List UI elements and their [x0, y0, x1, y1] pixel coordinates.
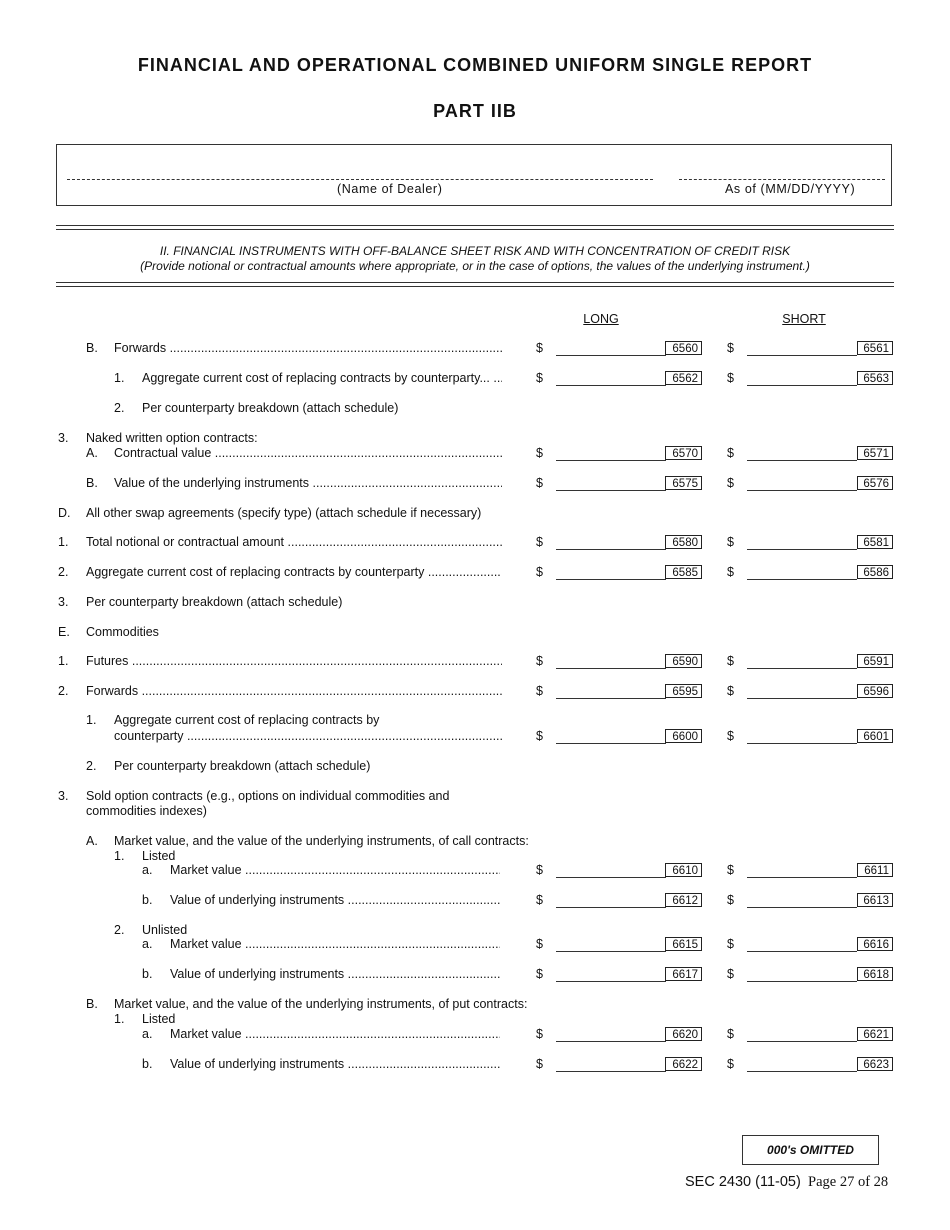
- long-line-code: 6570: [665, 446, 702, 460]
- line-number: 3.: [58, 431, 69, 445]
- dollar-sign: $: [536, 476, 543, 490]
- form-row: [0, 1057, 950, 1077]
- dollar-sign: $: [727, 341, 734, 355]
- line-label: Contractual value .....: [114, 446, 502, 460]
- line-label: Per counterparty breakdown (attach schedule): [114, 759, 371, 773]
- divider: [56, 225, 894, 230]
- long-amount-input[interactable]: [556, 371, 666, 386]
- short-amount-input[interactable]: [747, 654, 857, 669]
- line-label: Listed: [142, 1012, 176, 1026]
- dollar-sign: $: [536, 893, 543, 907]
- dollar-sign: $: [536, 863, 543, 877]
- dollar-sign: $: [727, 684, 734, 698]
- line-label: All other swap agreements (specify type) (attach schedule if necessary): [86, 506, 482, 520]
- long-amount-input[interactable]: [556, 1057, 666, 1072]
- line-label: Market value .....: [170, 937, 500, 951]
- line-label: Value of underlying instruments .....: [170, 1057, 500, 1071]
- line-number: b.: [142, 1057, 153, 1071]
- short-line-code: 6561: [857, 341, 893, 355]
- line-label: Forwards .....: [86, 684, 502, 698]
- form-row: [0, 535, 950, 555]
- line-number: 2.: [114, 401, 125, 415]
- short-amount-input[interactable]: [747, 729, 857, 744]
- long-line-code: 6600: [665, 729, 702, 743]
- line-number: 2.: [58, 684, 69, 698]
- line-label: commodities indexes): [86, 804, 207, 818]
- line-number: a.: [142, 1027, 153, 1041]
- section-subheading: (Provide notional or contractual amounts where appropriate, or in the case of options, the values of the underlying instrument.): [140, 259, 810, 273]
- line-number: A.: [86, 834, 98, 848]
- short-line-code: 6601: [857, 729, 893, 743]
- long-amount-input[interactable]: [556, 446, 666, 461]
- long-amount-input[interactable]: [556, 1027, 666, 1042]
- line-number: 1.: [58, 535, 69, 549]
- dealer-box: [56, 144, 892, 206]
- short-line-code: 6596: [857, 684, 893, 698]
- line-label: Aggregate current cost of replacing contracts by counterparty... .....: [142, 371, 502, 385]
- line-number: B.: [86, 476, 98, 490]
- form-row: [0, 506, 950, 526]
- line-label: Naked written option contracts:: [86, 431, 258, 445]
- dollar-sign: $: [727, 1027, 734, 1041]
- dollar-sign: $: [536, 729, 543, 743]
- line-number: A.: [86, 446, 98, 460]
- line-number: 1.: [114, 849, 125, 863]
- line-label: Value of the underlying instruments .....: [114, 476, 502, 490]
- line-label: Total notional or contractual amount .....: [86, 535, 502, 549]
- line-number: 3.: [58, 595, 69, 609]
- form-row: [0, 967, 950, 987]
- page-number: Page 27 of 28: [808, 1174, 889, 1190]
- line-number: 2.: [114, 923, 125, 937]
- long-amount-input[interactable]: [556, 863, 666, 878]
- dollar-sign: $: [727, 654, 734, 668]
- form-row: [0, 371, 950, 391]
- form-row: [0, 804, 950, 824]
- short-line-code: 6581: [857, 535, 893, 549]
- form-row: [0, 863, 950, 883]
- short-amount-input[interactable]: [747, 535, 857, 550]
- long-amount-input[interactable]: [556, 341, 666, 356]
- dollar-sign: $: [536, 684, 543, 698]
- form-row: [0, 1027, 950, 1047]
- footer: [685, 1174, 888, 1191]
- dollar-sign: $: [727, 893, 734, 907]
- form-row: [0, 595, 950, 615]
- dollar-sign: $: [536, 937, 543, 951]
- dollar-sign: $: [727, 476, 734, 490]
- line-label: Forwards .....: [114, 341, 502, 355]
- dollar-sign: $: [727, 967, 734, 981]
- short-line-code: 6613: [857, 893, 893, 907]
- form-row: [0, 759, 950, 779]
- line-number: 1.: [114, 371, 125, 385]
- line-number: E.: [58, 625, 70, 639]
- line-number: 3.: [58, 789, 69, 803]
- line-number: 2.: [58, 565, 69, 579]
- dollar-sign: $: [727, 535, 734, 549]
- dollar-sign: $: [727, 937, 734, 951]
- dollar-sign: $: [727, 565, 734, 579]
- line-label: Per counterparty breakdown (attach schedule): [86, 595, 343, 609]
- dollar-sign: $: [727, 729, 734, 743]
- long-amount-input[interactable]: [556, 535, 666, 550]
- column-long-header: LONG: [583, 312, 619, 326]
- dollar-sign: $: [727, 371, 734, 385]
- dollar-sign: $: [536, 654, 543, 668]
- line-number: 1.: [86, 713, 97, 727]
- dealer-name-caption: (Name of Dealer): [337, 182, 443, 196]
- form-row: [0, 565, 950, 585]
- line-number: 1.: [58, 654, 69, 668]
- long-line-code: 6620: [665, 1027, 702, 1041]
- long-line-code: 6590: [665, 654, 702, 668]
- line-number: b.: [142, 967, 153, 981]
- form-row: [0, 446, 950, 466]
- short-amount-input[interactable]: [747, 341, 857, 356]
- line-label: Listed: [142, 849, 176, 863]
- line-number: 2.: [86, 759, 97, 773]
- line-number: a.: [142, 863, 153, 877]
- short-line-code: 6621: [857, 1027, 893, 1041]
- short-amount-input[interactable]: [747, 1027, 857, 1042]
- line-number: b.: [142, 893, 153, 907]
- line-label: Market value .....: [170, 863, 500, 877]
- dollar-sign: $: [536, 565, 543, 579]
- short-amount-input[interactable]: [747, 476, 857, 491]
- line-label: Aggregate current cost of replacing contracts by: [114, 713, 380, 727]
- short-amount-input[interactable]: [747, 967, 857, 982]
- form-row: [0, 893, 950, 913]
- long-line-code: 6595: [665, 684, 702, 698]
- as-of-date-line[interactable]: [679, 179, 885, 180]
- long-line-code: 6622: [665, 1057, 702, 1071]
- short-amount-input[interactable]: [747, 937, 857, 952]
- long-line-code: 6560: [665, 341, 702, 355]
- form-row: [0, 476, 950, 496]
- short-line-code: 6586: [857, 565, 893, 579]
- short-line-code: 6563: [857, 371, 893, 385]
- line-number: 1.: [114, 1012, 125, 1026]
- dollar-sign: $: [536, 341, 543, 355]
- dollar-sign: $: [536, 1057, 543, 1071]
- line-number: D.: [58, 506, 71, 520]
- long-amount-input[interactable]: [556, 565, 666, 580]
- dollar-sign: $: [727, 446, 734, 460]
- column-short-header: SHORT: [782, 312, 826, 326]
- form-row: [0, 937, 950, 957]
- line-label: Market value, and the value of the underlying instruments, of call contracts:: [114, 834, 529, 848]
- report-title: FINANCIAL AND OPERATIONAL COMBINED UNIFORM SINGLE REPORT: [137, 55, 813, 75]
- short-amount-input[interactable]: [747, 1057, 857, 1072]
- long-amount-input[interactable]: [556, 654, 666, 669]
- short-amount-input[interactable]: [747, 371, 857, 386]
- divider: [56, 282, 894, 287]
- long-line-code: 6562: [665, 371, 702, 385]
- short-line-code: 6623: [857, 1057, 893, 1071]
- short-amount-input[interactable]: [747, 893, 857, 908]
- long-line-code: 6580: [665, 535, 702, 549]
- short-line-code: 6611: [857, 863, 893, 877]
- line-label: Sold option contracts (e.g., options on individual commodities and: [86, 789, 450, 803]
- line-number: B.: [86, 341, 98, 355]
- short-amount-input[interactable]: [747, 863, 857, 878]
- form-number: SEC 2430 (11-05): [685, 1174, 801, 1190]
- long-line-code: 6612: [665, 893, 702, 907]
- omitted-badge: 000's OMITTED: [742, 1135, 879, 1165]
- line-label: Value of underlying instruments .....: [170, 967, 500, 981]
- long-amount-input[interactable]: [556, 967, 666, 982]
- line-label: Value of underlying instruments .....: [170, 893, 500, 907]
- long-line-code: 6575: [665, 476, 702, 490]
- form-row: [0, 684, 950, 704]
- long-amount-input[interactable]: [556, 937, 666, 952]
- dollar-sign: $: [536, 535, 543, 549]
- short-line-code: 6616: [857, 937, 893, 951]
- long-amount-input[interactable]: [556, 893, 666, 908]
- dollar-sign: $: [536, 446, 543, 460]
- section-heading: II. FINANCIAL INSTRUMENTS WITH OFF-BALANCE SHEET RISK AND WITH CONCENTRATION OF CREDIT RISK: [159, 244, 791, 258]
- short-line-code: 6576: [857, 476, 893, 490]
- dollar-sign: $: [727, 1057, 734, 1071]
- long-amount-input[interactable]: [556, 684, 666, 699]
- line-label: Unlisted: [142, 923, 188, 937]
- long-line-code: 6615: [665, 937, 702, 951]
- long-line-code: 6610: [665, 863, 702, 877]
- short-amount-input[interactable]: [747, 565, 857, 580]
- dollar-sign: $: [536, 967, 543, 981]
- line-label: Commodities: [86, 625, 159, 639]
- short-line-code: 6571: [857, 446, 893, 460]
- short-amount-input[interactable]: [747, 446, 857, 461]
- dealer-name-line[interactable]: [67, 179, 653, 180]
- line-label: Aggregate current cost of replacing contracts by counterparty .....: [86, 565, 500, 579]
- short-line-code: 6591: [857, 654, 893, 668]
- long-line-code: 6617: [665, 967, 702, 981]
- form-row: [0, 341, 950, 361]
- as-of-date-caption: As of (MM/DD/YYYY): [725, 182, 856, 196]
- short-line-code: 6618: [857, 967, 893, 981]
- part-title: PART IIB: [433, 101, 517, 121]
- form-row: [0, 654, 950, 674]
- form-row: [0, 729, 950, 749]
- long-amount-input[interactable]: [556, 476, 666, 491]
- form-row: [0, 401, 950, 421]
- dollar-sign: $: [727, 863, 734, 877]
- line-label: Per counterparty breakdown (attach schedule): [142, 401, 399, 415]
- line-label: Market value .....: [170, 1027, 500, 1041]
- line-number: B.: [86, 997, 98, 1011]
- line-label: Market value, and the value of the underlying instruments, of put contracts:: [114, 997, 528, 1011]
- long-line-code: 6585: [665, 565, 702, 579]
- line-label: counterparty .....: [114, 729, 504, 743]
- dollar-sign: $: [536, 371, 543, 385]
- line-label: Futures .....: [86, 654, 502, 668]
- long-amount-input[interactable]: [556, 729, 666, 744]
- line-number: a.: [142, 937, 153, 951]
- dollar-sign: $: [536, 1027, 543, 1041]
- form-row: [0, 625, 950, 645]
- short-amount-input[interactable]: [747, 684, 857, 699]
